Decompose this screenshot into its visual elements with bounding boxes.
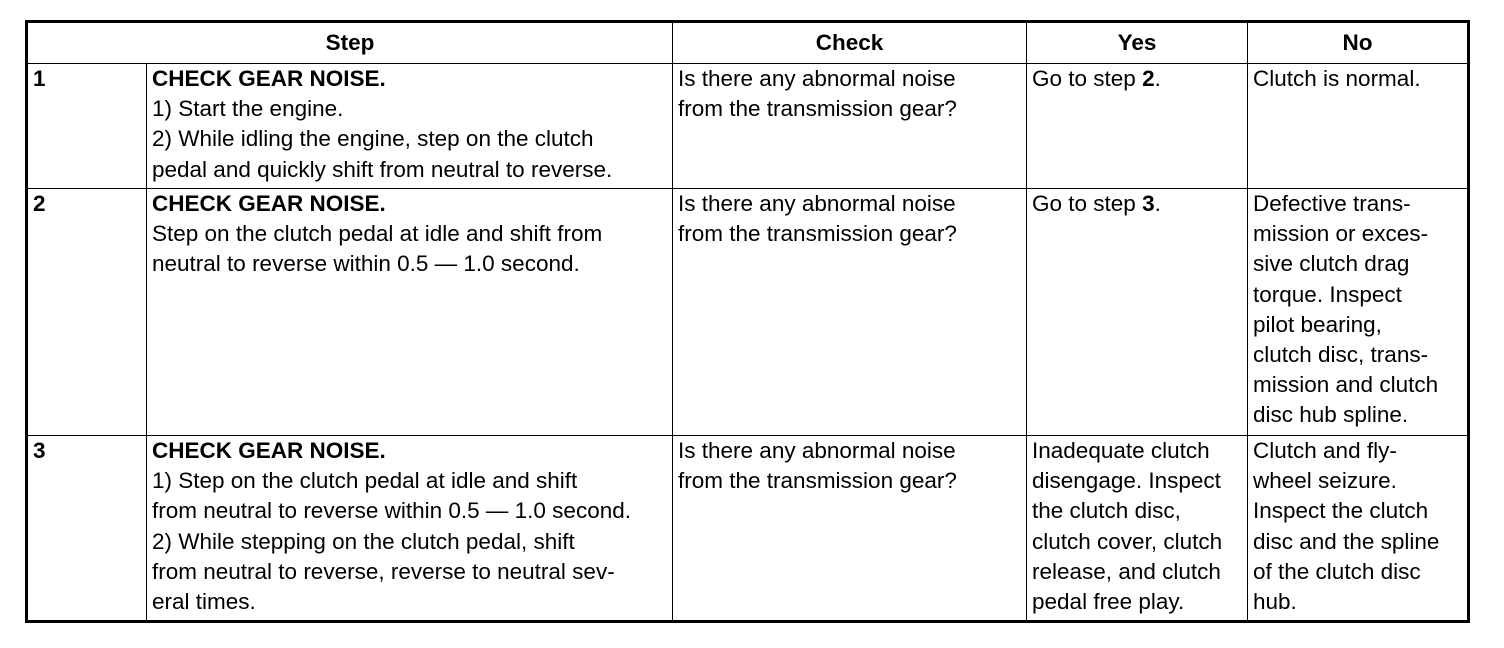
- no-line: wheel seizure.: [1253, 468, 1397, 494]
- no-line: mission and clutch: [1253, 372, 1439, 398]
- no-line: pilot bearing,: [1253, 311, 1382, 337]
- check-line: from the transmission gear?: [678, 96, 957, 122]
- step-line: from neutral to reverse within 0.5 — 1.0 second.: [152, 498, 631, 524]
- no-line: torque. Inspect: [1253, 281, 1402, 307]
- step-line: 1) Start the engine.: [152, 96, 344, 122]
- no-line: Defective trans-: [1253, 191, 1411, 216]
- header-row: [27, 22, 1469, 64]
- no-line: clutch disc, trans-: [1253, 342, 1429, 368]
- step-line: Step on the clutch pedal at idle and shift from: [152, 221, 603, 247]
- yes-line: the clutch disc,: [1032, 498, 1181, 524]
- yes-line: disengage. Inspect: [1032, 468, 1221, 494]
- table-row: [27, 436, 1469, 622]
- no-line: Clutch is normal.: [1253, 66, 1421, 91]
- yes-prefix: Go to step: [1032, 66, 1143, 91]
- check-line: Is there any abnormal noise: [678, 66, 956, 91]
- step-number: 3: [27, 436, 147, 622]
- check-line: Is there any abnormal noise: [678, 438, 956, 463]
- step-description: [147, 189, 673, 436]
- step-number: 1: [27, 64, 147, 189]
- no-line: disc hub spline.: [1253, 402, 1409, 428]
- step-line: 2) While idling the engine, step on the clutch: [152, 126, 594, 152]
- yes-suffix: .: [1154, 191, 1161, 216]
- check-cell: [673, 189, 1027, 436]
- yes-prefix: Go to step: [1032, 191, 1143, 216]
- check-line: from the transmission gear?: [678, 221, 957, 247]
- check-cell: [673, 436, 1027, 622]
- yes-line: [1032, 64, 1243, 94]
- header-check: Check: [673, 22, 1027, 64]
- step-line: 2) While stepping on the clutch pedal, shift: [152, 528, 575, 554]
- no-line: sive clutch drag: [1253, 251, 1410, 277]
- yes-line: Inadequate clutch: [1032, 438, 1210, 463]
- header-yes: Yes: [1027, 22, 1248, 64]
- step-line: from neutral to reverse, reverse to neutral sev-: [152, 558, 615, 584]
- no-cell: [1248, 189, 1469, 436]
- no-line: mission or exces-: [1253, 221, 1429, 247]
- diagnosis-table: [25, 20, 1470, 623]
- check-cell: [673, 64, 1027, 189]
- step-title: CHECK GEAR NOISE.: [152, 438, 386, 463]
- step-description: [147, 436, 673, 622]
- yes-line: [1032, 189, 1243, 219]
- no-line: hub.: [1253, 589, 1297, 615]
- yes-step-ref: 3: [1142, 191, 1155, 216]
- step-title: CHECK GEAR NOISE.: [152, 66, 386, 91]
- no-line: of the clutch disc: [1253, 558, 1421, 584]
- step-number: 2: [27, 189, 147, 436]
- step-line: pedal and quickly shift from neutral to reverse.: [152, 156, 613, 182]
- no-cell: [1248, 436, 1469, 622]
- check-line: from the transmission gear?: [678, 468, 957, 494]
- step-line: eral times.: [152, 589, 256, 615]
- step-title: CHECK GEAR NOISE.: [152, 191, 386, 216]
- header-step: Step: [27, 22, 673, 64]
- yes-cell: [1027, 189, 1248, 436]
- yes-line: pedal free play.: [1032, 589, 1185, 615]
- step-line: 1) Step on the clutch pedal at idle and shift: [152, 468, 578, 494]
- yes-line: release, and clutch: [1032, 558, 1221, 584]
- yes-suffix: .: [1154, 66, 1161, 91]
- step-description: [147, 64, 673, 189]
- table-row: [27, 64, 1469, 189]
- step-line: neutral to reverse within 0.5 — 1.0 second.: [152, 251, 580, 277]
- no-line: disc and the spline: [1253, 528, 1440, 554]
- yes-step-ref: 2: [1142, 66, 1155, 91]
- no-line: Clutch and fly-: [1253, 438, 1397, 463]
- no-cell: [1248, 64, 1469, 189]
- no-line: Inspect the clutch: [1253, 498, 1429, 524]
- header-no: No: [1248, 22, 1469, 64]
- yes-cell: [1027, 436, 1248, 622]
- table-row: [27, 189, 1469, 436]
- yes-cell: [1027, 64, 1248, 189]
- check-line: Is there any abnormal noise: [678, 191, 956, 216]
- yes-line: clutch cover, clutch: [1032, 528, 1223, 554]
